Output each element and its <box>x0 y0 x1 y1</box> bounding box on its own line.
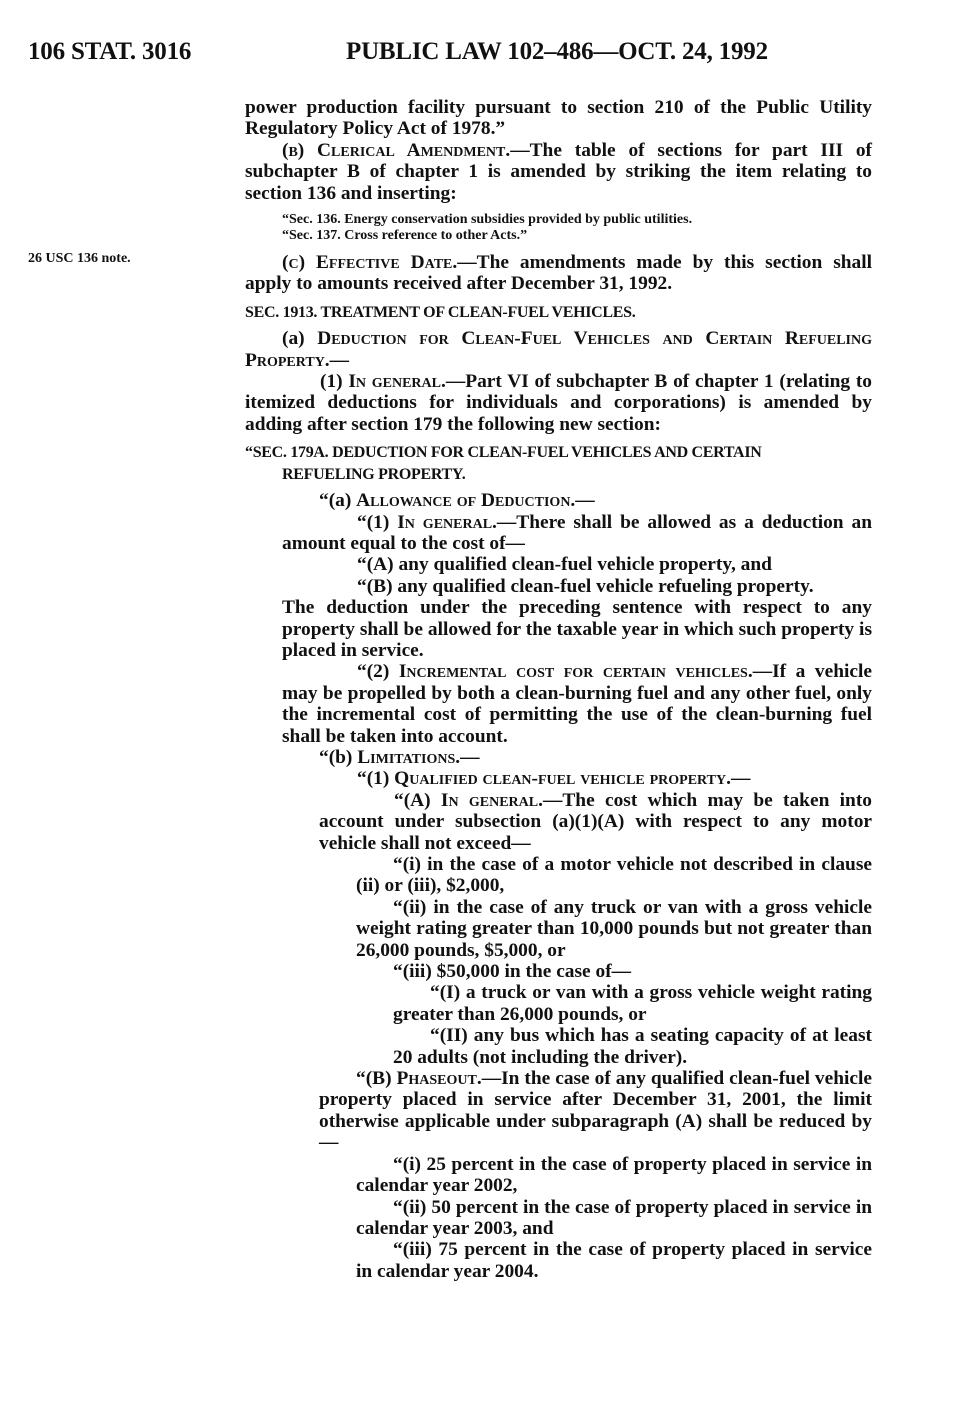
paragraph <box>245 371 872 435</box>
paragraph-text: —The cost which may be taken into account under subsection (a)(1)(A) with respect to any motor vehicle shall not exceed— <box>319 789 872 854</box>
paragraph-text: —Part VI of subchapter B of chapter 1 (relating to itemized deductions for individuals and corporations) is amended by adding after section 179 the following new section: <box>245 371 872 435</box>
paragraph <box>319 790 872 854</box>
paragraph-text: — <box>575 490 595 512</box>
paragraph <box>245 140 872 204</box>
paragraph: “(I) a truck or van with a gross vehicle weight rating greater than 26,000 pounds, or <box>393 982 872 1025</box>
toc-line: “Sec. 137. Cross reference to other Acts.” <box>282 228 528 244</box>
paragraph-label: (a) <box>282 328 318 350</box>
subparagraph-heading: “(B) Phaseout. <box>356 1068 482 1090</box>
paragraph <box>245 252 872 295</box>
subsection-heading: (c) Effective Date. <box>282 252 458 274</box>
paragraph-heading: “(2) Incremental cost for certain vehicles. <box>357 661 753 683</box>
paragraph: “(A) any qualified clean-fuel vehicle property, and <box>357 554 772 576</box>
paragraph: “(i) in the case of a motor vehicle not described in clause (ii) or (iii), $2,000, <box>356 854 872 897</box>
section-heading-line: REFUELING PROPERTY. <box>282 465 466 483</box>
paragraph <box>282 768 872 789</box>
section-heading <box>245 442 872 485</box>
paragraph-text: — <box>730 768 751 790</box>
subclause-block <box>356 982 872 1068</box>
section-heading: SEC. 1913. TREATMENT OF CLEAN-FUEL VEHICLES. <box>245 303 636 321</box>
public-law-citation: PUBLIC LAW 102–486—OCT. 24, 1992 <box>346 38 768 65</box>
paragraph-heading: (1) In general. <box>320 371 446 393</box>
subparagraph-heading: “(A) In general. <box>394 789 543 811</box>
subsection-heading: Allowance of Deduction. <box>356 490 576 512</box>
margin-note: 26 USC 136 note. <box>28 251 131 266</box>
paragraph-label: “(b) <box>319 746 358 768</box>
document-body <box>245 97 872 1282</box>
paragraph-text: — <box>329 349 350 371</box>
paragraph <box>282 747 872 768</box>
paragraph-heading: “(1) Qualified clean-fuel vehicle property. <box>357 768 731 790</box>
paragraph: “(ii) 50 percent in the case of property placed in service in calendar year 2003, and <box>356 1196 872 1239</box>
quoted-section-body <box>245 490 872 1282</box>
subsection-heading: (b) Clerical Amendment. <box>282 139 511 161</box>
paragraph: The deduction under the preceding sentence with respect to any property shall be allowed for the taxable year in which such property is placed in service. <box>282 597 872 661</box>
paragraph-text: —The amendments made by this section shall apply to amounts received after December 31, 1992. <box>245 252 872 295</box>
subparagraph-block <box>282 790 872 1282</box>
toc-line: “Sec. 136. Energy conservation subsidies provided by public utilities. <box>282 212 693 228</box>
paragraph: power production facility pursuant to section 210 of the Public Utility Regulatory Policy Act of 1978.” <box>245 97 872 140</box>
paragraph: “(iii) $50,000 in the case of— <box>393 961 632 983</box>
paragraph-text: —If a vehicle may be propelled by both a clean-burning fuel and any other fuel, only the incremental cost of permitting the use of the clean-burning fuel shall be taken into account. <box>282 661 873 747</box>
paragraph: “(ii) in the case of any truck or van with a gross vehicle weight rating greater than 10,000 pounds but not greater than 26,000 pounds, $5,000, or <box>356 896 872 961</box>
paragraph <box>282 661 872 747</box>
paragraph-heading: “(1) In general. <box>357 511 497 533</box>
paragraph: “(iii) 75 percent in the case of property placed in service in calendar year 2004. <box>356 1239 872 1282</box>
paragraph-text: — <box>460 746 480 768</box>
paragraph <box>245 328 872 371</box>
paragraph: “(B) any qualified clean-fuel vehicle refueling property. <box>357 575 814 597</box>
paragraph-text: —The table of sections for part III of subchapter B of chapter 1 is amended by striking the item relating to section 136 and inserting: <box>245 139 872 204</box>
paragraph-label: “(a) <box>319 490 357 512</box>
paragraph <box>319 1068 872 1154</box>
clause-block <box>319 854 872 1068</box>
paragraph-text: —In the case of any qualified clean-fuel vehicle property placed in service after December 31, 2001, the limit otherwise applicable under subparagraph (A) shall be reduced by— <box>319 1068 873 1154</box>
paragraph-text: —There shall be allowed as a deduction an amount equal to the cost of— <box>282 511 872 554</box>
section-heading-line: “SEC. 179A. DEDUCTION FOR CLEAN-FUEL VEHICLES AND CERTAIN <box>245 444 762 462</box>
paragraph <box>282 490 872 511</box>
clause-block <box>319 1154 872 1282</box>
subsection-heading: Limitations. <box>357 746 461 768</box>
paragraph <box>282 512 872 555</box>
paragraph: “(i) 25 percent in the case of property placed in service in calendar year 2002, <box>356 1153 872 1197</box>
paragraph: “(II) any bus which has a seating capacity of at least 20 adults (not including the driver). <box>393 1025 872 1068</box>
stat-page-number: 106 STAT. 3016 <box>28 38 192 65</box>
subsection-heading: Deduction for Clean-Fuel Vehicles and Certain Refueling Property. <box>245 328 872 371</box>
table-of-sections <box>245 212 872 244</box>
